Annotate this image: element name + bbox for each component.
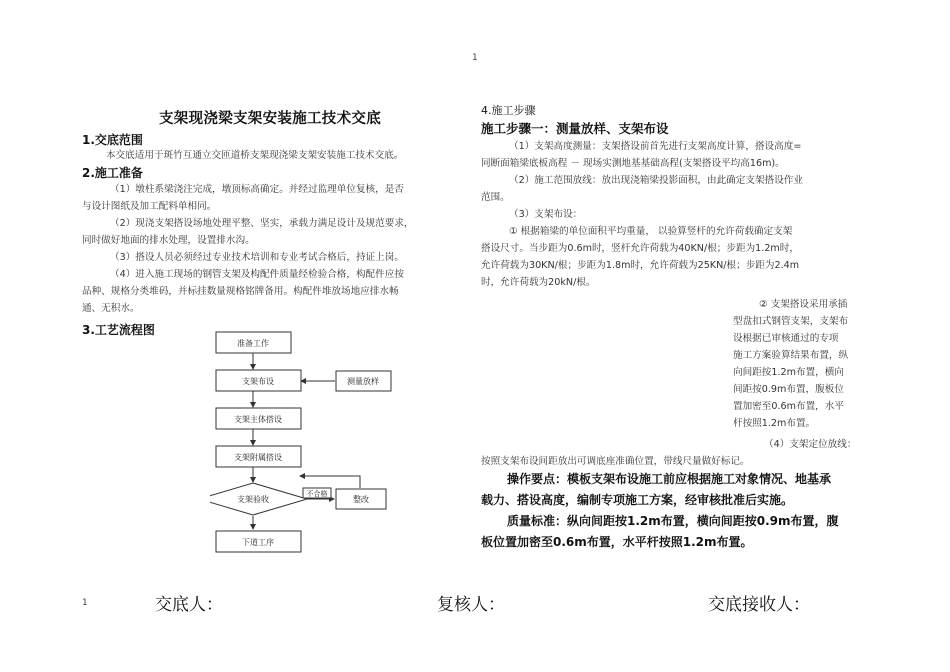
paragraph: 质量标准：纵向间距按1.2m布置，横向间距按0.9m布置，腹 xyxy=(507,514,839,528)
flow-text-fail: 不合格 xyxy=(306,490,328,498)
page-number-top: 1 xyxy=(472,53,478,63)
section-1-heading: 1.交底范围 xyxy=(82,133,143,147)
paragraph: 置加密至0.6m布置，水平 xyxy=(733,401,844,412)
flow-text-next-process: 下道工序 xyxy=(242,538,274,547)
paragraph: 间距按0.9m布置，腹板位 xyxy=(733,384,844,395)
paragraph: 按照支架布设间距放出可调底座准确位置，带线尺量做好标记。 xyxy=(481,456,750,467)
signature-reviewer: 复核人： xyxy=(437,595,505,615)
paragraph: （3）支架布设： xyxy=(509,209,583,220)
flow-text-rectify: 整改 xyxy=(353,495,369,504)
paragraph: 与设计图纸及加工配料单相同。 xyxy=(82,201,217,212)
paragraph: 允许荷载为30KN/根；步距为1.8m时，允许荷载为25KN/根；步距为2.4m xyxy=(481,260,800,271)
paragraph: 通、无积水。 xyxy=(82,303,140,314)
page-number-bottom: 1 xyxy=(82,598,88,608)
section-3-heading: 3.工艺流程图 xyxy=(82,323,155,337)
paragraph: （4）支架定位放线： xyxy=(764,439,857,450)
paragraph: 操作要点：模板支架布设施工前应根据施工对象情况、地基承 xyxy=(507,472,832,486)
paragraph: 设根据已审核通过的专项 xyxy=(733,333,839,344)
section-4-heading: 4.施工步骤 xyxy=(481,104,536,117)
flow-text-main-erect: 支架主体搭设 xyxy=(234,415,282,424)
flow-text-survey: 测量放样 xyxy=(347,377,379,386)
flow-text-layout: 支架布设 xyxy=(242,377,274,386)
paragraph: 杆按照1.2m布置。 xyxy=(733,418,816,429)
step-1-body xyxy=(481,138,881,291)
operation-points xyxy=(481,469,891,553)
paragraph: （1）墩柱系梁浇注完成，墩顶标高确定。并经过监理单位复核，是否 xyxy=(110,184,404,195)
step-1-heading: 施工步骤一：测量放样、支架布设 xyxy=(481,121,669,136)
paragraph: （3）搭设人员必须经过专业技术培训和专业考试合格后，持证上岗。 xyxy=(110,252,404,263)
paragraph: 同时做好地面的排水处理，设置排水沟。 xyxy=(82,235,255,246)
paragraph: ① 根据箱梁的单位面积平均重量， 以验算竖杆的允许荷载确定支架 xyxy=(509,226,793,237)
section-2-heading: 2.施工准备 xyxy=(82,166,143,180)
paragraph: ② 支架搭设采用承插 xyxy=(759,299,848,310)
paragraph: 同断面箱梁底板高程 － 现场实测地基基础高程(支架搭设平均高16m)。 xyxy=(481,158,785,169)
signature-receiver: 交底接收人： xyxy=(708,595,810,615)
paragraph: 载力、搭设高度，编制专项施工方案，经审核批准后实施。 xyxy=(481,493,794,507)
paragraph: 向间距按1.2m布置，横向 xyxy=(733,367,844,378)
paragraph: 施工方案验算结果布置，纵 xyxy=(733,350,849,361)
paragraph: 搭设尺寸。当步距为0.6m时，竖杆允许荷载为40KN/根；步距为1.2m时， xyxy=(481,243,799,254)
section-1-text: 本交底适用于斑竹互通立交匝道桥支架现浇梁支架安装施工技术交底。 xyxy=(106,150,404,161)
paragraph: 型盘扣式钢管支架，支架布 xyxy=(733,316,849,327)
paragraph: 范围。 xyxy=(481,192,510,203)
process-flowchart xyxy=(210,330,400,560)
document-title: 支架现浇梁支架安装施工技术交底 xyxy=(159,111,381,127)
flow-text-aux-erect: 支架附属搭设 xyxy=(234,453,282,462)
paragraph: （2）现浇支架搭设场地处理平整、坚实，承载力满足设计及规范要求， xyxy=(110,218,414,229)
section-2-body xyxy=(82,181,478,317)
step-1-narrow-paragraph xyxy=(733,296,883,432)
signature-discloser: 交底人： xyxy=(155,595,223,615)
paragraph: （1）支架高度测量：支架搭设前首先进行支架高度计算，搭设高度= xyxy=(509,141,802,152)
paragraph: （2）施工范围放线：放出现浇箱梁投影面积，由此确定支架搭设作业 xyxy=(509,175,803,186)
flow-text-acceptance: 支架验收 xyxy=(237,495,269,504)
paragraph: 时，允许荷载为20kN/根。 xyxy=(481,277,596,288)
paragraph: 品种、规格分类堆码，并标挂数量规格铭牌备用。构配件堆放场地应排水畅 xyxy=(82,286,399,297)
paragraph: （4）进入施工现场的钢管支架及构配件质量经检验合格，构配件应按 xyxy=(110,269,404,280)
paragraph: 板位置加密至0.6m布置，水平杆按照1.2m布置。 xyxy=(481,535,753,549)
flow-text-prepare: 准备工作 xyxy=(237,339,269,348)
